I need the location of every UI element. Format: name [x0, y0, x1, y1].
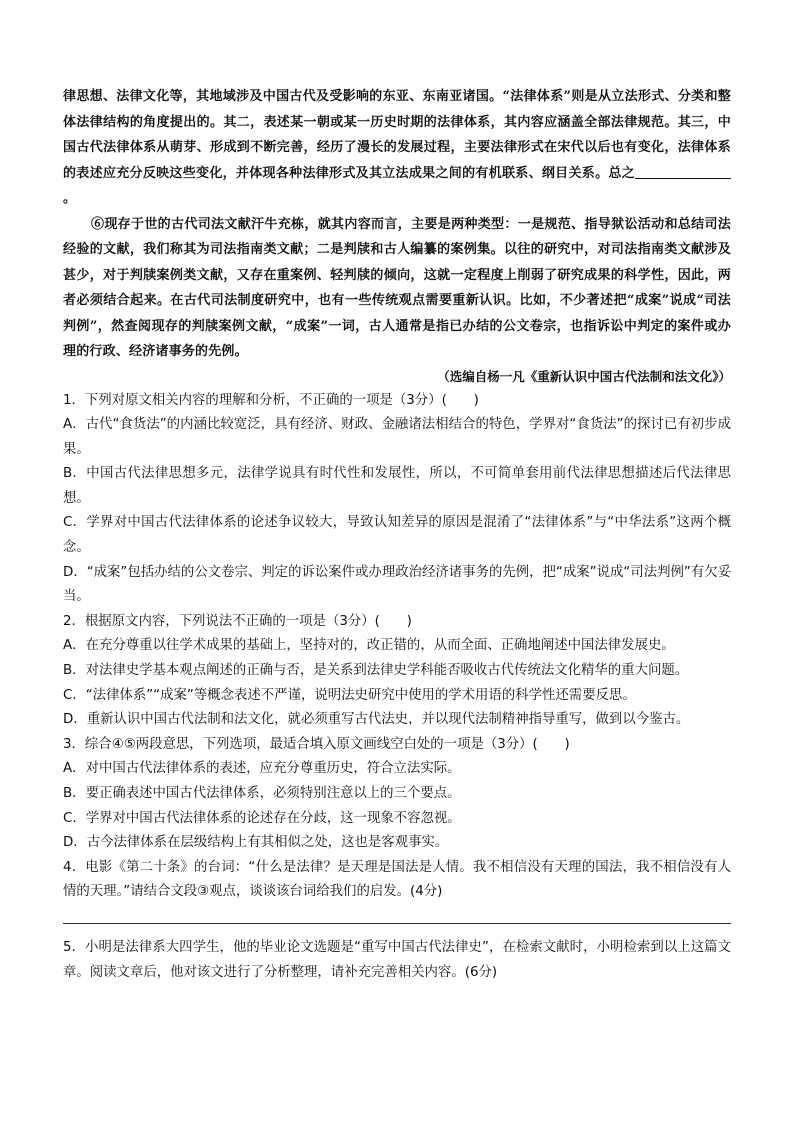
question-3-stem: 3．综合④⑤两段意思，下列选项，最适合填入原文画线空白处的一项是（3分）( ) — [63, 736, 570, 752]
question-2-option-d[interactable]: D．重新认识中国古代法制和法文化，就必须重写古代法史，并以现代法制精神指导重写，做到以今鉴古。 — [63, 712, 690, 728]
question-5-stem: 5．小明是法律系大四学生，他的毕业论文选题是“重写中国古代法律史”，在检索文献时，小明检索到以上这篇文章。阅读文章后，他对该文进行了分析整理，请补充完善相关内容。(6分) — [63, 939, 731, 980]
question-2-option-a[interactable]: A．在充分尊重以往学术成果的基础上，坚持对的，改正错的，从而全面、正确地阐述中国法律发展史。 — [63, 638, 675, 654]
question-2-option-b[interactable]: B．对法律史学基本观点阐述的正确与否，是关系到法律史学科能否吸收古代传统法文化精华的重大问题。 — [63, 663, 689, 679]
exam-page — [63, 84, 731, 985]
question-1-option-b[interactable]: B．中国古代法律思想多元，法律学说具有时代性和发展性，所以，不可简单套用前代法律思想描述后代法律思想。 — [63, 466, 731, 506]
question-3-option-b[interactable]: B．要正确表述中国古代法律体系，必须特别注意以上的三个要点。 — [63, 786, 461, 801]
question-1-option-a[interactable]: A．古代“食货法”的内涵比较宽泛，具有经济、财政、金融诸法相结合的特色，学界对“食货法”的探讨已有初步成果。 — [63, 417, 731, 457]
passage-paragraph-continued — [63, 84, 731, 212]
passage-paragraph-continued-text: 律思想、法律文化等，其地域涉及中国古代及受影响的东亚、东南亚诸国。“法律体系”则是从立法形式、分类和整体法律结构的角度提出的。其二，表述某一朝或某一历史时期的法律体系，其内容应涵盖全部法律规范。其三，中国古代法律体系从萌芽、形成到不断完善，经历了漫长的发展过程，主要法律形式在宋代以后也有变化，法律体系的表述应充分反映这些变化，并体现各种法律形式及其立法成果之间的有机联系、纲目关系。总之 — [63, 89, 731, 181]
answer-line[interactable] — [63, 923, 731, 924]
question-1 — [63, 389, 731, 610]
question-2 — [63, 610, 731, 733]
question-3-option-c[interactable]: C．学界对中国古代法律体系的论述存在分歧，这一现象不容忽视。 — [63, 810, 461, 826]
question-2-option-c[interactable]: C．“法律体系”“成案”等概念表述不严谨，说明法史研究中使用的学术用语的科学性还需要反思。 — [63, 687, 636, 703]
question-1-option-d[interactable]: D．“成案”包括办结的公文卷宗、判定的诉讼案件或办理政治经济诸事务的先例，把“成案”说成“司法判例”有欠妥当。 — [63, 564, 731, 605]
question-2-stem: 2．根据原文内容，下列说法不正确的一项是（3分）( ) — [63, 613, 412, 629]
question-1-stem: 1．下列对原文相关内容的理解和分析，不正确的一项是（3分）( ) — [63, 392, 479, 408]
fill-blank-line[interactable] — [635, 164, 731, 179]
question-5 — [63, 936, 731, 985]
question-4 — [63, 856, 731, 905]
question-3 — [63, 733, 731, 856]
question-3-option-a[interactable]: A．对中国古代法律体系的表述，应充分尊重历史，符合立法实际。 — [63, 761, 461, 777]
question-3-option-d[interactable]: D．古今法律体系在层级结构上有其相似之处，这也是客观事实。 — [63, 835, 449, 851]
passage-paragraph-6: ⑥现存于世的古代司法文献汗牛充栋，就其内容而言，主要是两种类型：一是规范、指导狱讼活动和总结司法经验的文献，我们称其为司法指南类文献；二是判牍和古人编纂的案例集。以往的研究中，对司法指南类文献涉及甚少，对于判牍案例类文献，又存在重案例、轻判牍的倾向，这就一定程度上削弱了研究成果的科学性，因此，两者必须结合起来。在古代司法制度研究中，也有一些传统观点需要重新认识。比如，不少著述把“成案”说成“司法判例”，然查阅现存的判牍案例文献，“成案”一词，古人通常是指已办结的公文卷宗，也指诉讼中判定的案件或办理的行政、经济诸事务的先例。 — [63, 216, 731, 359]
passage-paragraph-end: 。 — [63, 191, 77, 206]
question-1-option-c[interactable]: C．学界对中国古代法律体系的论述争议较大，导致认知差异的原因是混淆了“法律体系”与“中华法系”这两个概念。 — [63, 515, 731, 556]
source-citation: （选编自杨一凡《重新认识中国古代法制和法文化》） — [437, 368, 731, 384]
question-4-stem: 4．电影《第二十条》的台词：“什么是法律？是天理是国法是人情。我不相信没有天理的国法，我不相信没有人情的天理。”请结合文段③观点，谈谈该台词给我们的启发。(4分) — [63, 859, 731, 900]
